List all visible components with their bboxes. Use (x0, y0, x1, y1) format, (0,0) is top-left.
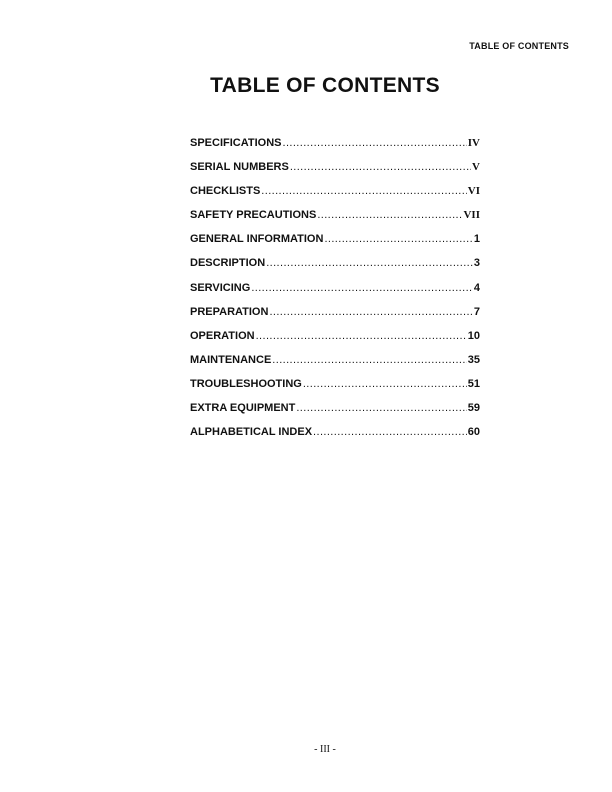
toc-entry-page: 7 (473, 305, 480, 318)
toc-entry-page: VII (463, 209, 480, 222)
dot-leader (272, 354, 466, 366)
toc-entry-page: IV (467, 137, 480, 149)
toc-entry[interactable] (190, 402, 480, 426)
table-of-contents (190, 137, 480, 450)
toc-entry[interactable] (190, 282, 480, 306)
toc-entry-label: ALPHABETICAL INDEX (190, 426, 313, 439)
toc-entry[interactable] (190, 137, 480, 161)
dot-leader (324, 233, 472, 245)
running-header: TABLE OF CONTENTS (469, 41, 569, 51)
toc-entry-label: SAFETY PRECAUTIONS (190, 209, 317, 222)
toc-entry-page: 1 (473, 233, 480, 246)
dot-leader (313, 426, 467, 438)
toc-entry-label: SERVICING (190, 281, 251, 294)
dot-leader (251, 282, 473, 294)
dot-leader (290, 161, 471, 173)
dot-leader (282, 137, 466, 149)
toc-entry-label: DESCRIPTION (190, 257, 266, 270)
page-title: TABLE OF CONTENTS (210, 74, 440, 97)
toc-entry[interactable] (190, 426, 480, 450)
dot-leader (317, 209, 462, 221)
toc-entry-label: OPERATION (190, 329, 255, 342)
toc-entry-page: 51 (467, 377, 480, 390)
dot-leader (256, 330, 467, 342)
toc-entry-page: VI (467, 185, 480, 198)
toc-entry-label: PREPARATION (190, 305, 269, 318)
dot-leader (303, 378, 467, 390)
toc-entry[interactable] (190, 306, 480, 330)
toc-entry-label: SPECIFICATIONS (190, 137, 282, 149)
dot-leader (266, 257, 473, 269)
toc-entry-page: V (472, 161, 480, 174)
toc-entry[interactable] (190, 378, 480, 402)
toc-entry-label: GENERAL INFORMATION (190, 233, 324, 246)
toc-entry-page: 3 (473, 257, 480, 270)
toc-entry[interactable] (190, 185, 480, 209)
dot-leader (261, 185, 466, 197)
page-number: - III - (314, 744, 336, 755)
toc-entry-label: SERIAL NUMBERS (190, 161, 289, 174)
toc-entry-label: TROUBLESHOOTING (190, 377, 302, 390)
dot-leader (296, 402, 466, 414)
toc-entry[interactable] (190, 257, 480, 281)
toc-entry[interactable] (190, 233, 480, 257)
toc-entry-label: MAINTENANCE (190, 353, 272, 366)
toc-entry[interactable] (190, 209, 480, 233)
toc-entry-page: 4 (473, 281, 480, 294)
toc-entry-page: 59 (467, 402, 480, 415)
toc-entry-page: 10 (467, 329, 480, 342)
toc-entry[interactable] (190, 161, 480, 185)
toc-entry[interactable] (190, 354, 480, 378)
toc-entry[interactable] (190, 330, 480, 354)
dot-leader (269, 306, 472, 318)
toc-entry-page: 35 (467, 353, 480, 366)
toc-entry-page: 60 (467, 426, 480, 439)
toc-entry-label: EXTRA EQUIPMENT (190, 402, 296, 415)
toc-entry-label: CHECKLISTS (190, 185, 261, 198)
